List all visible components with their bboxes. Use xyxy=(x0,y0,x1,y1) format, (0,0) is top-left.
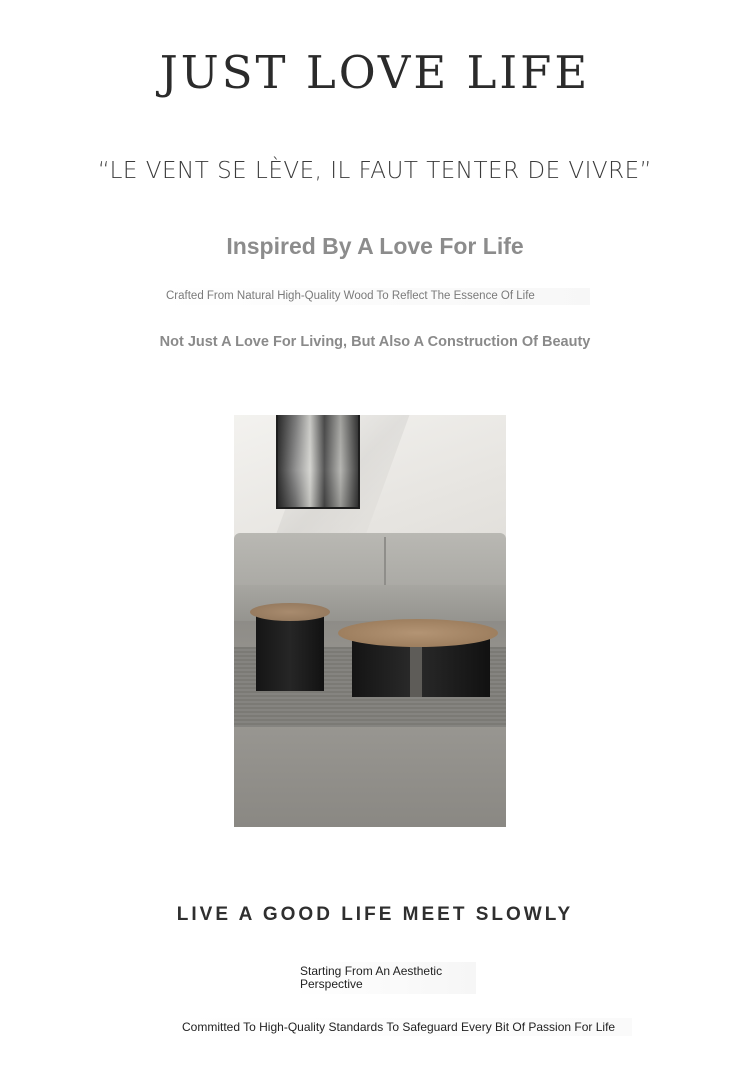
headline: Inspired By A Love For Life xyxy=(226,233,524,259)
subline-crafted: Crafted From Natural High-Quality Wood To Reflect The Essence Of Life xyxy=(160,288,590,305)
wall-painting xyxy=(276,415,360,509)
brand-title: JUST LOVE LIFE xyxy=(159,46,591,99)
small-table-top xyxy=(250,603,330,621)
product-photo xyxy=(234,415,506,827)
sofa-back xyxy=(234,533,506,593)
quote-text: “LE VENT SE LÈVE, IL FAUT TENTER DE VIVRE” xyxy=(97,158,653,184)
commitment-text: Committed To High-Quality Standards To Safeguard Every Bit Of Passion For Life xyxy=(176,1018,632,1036)
large-table-base-gap xyxy=(410,645,422,697)
large-table-top xyxy=(338,619,498,647)
small-table-base xyxy=(256,611,324,691)
aesthetic-text: Starting From An Aesthetic Perspective xyxy=(294,962,476,994)
tagline: LIVE A GOOD LIFE MEET SLOWLY xyxy=(176,904,574,925)
subline-beauty: Not Just A Love For Living, But Also A Construction Of Beauty xyxy=(159,334,591,350)
